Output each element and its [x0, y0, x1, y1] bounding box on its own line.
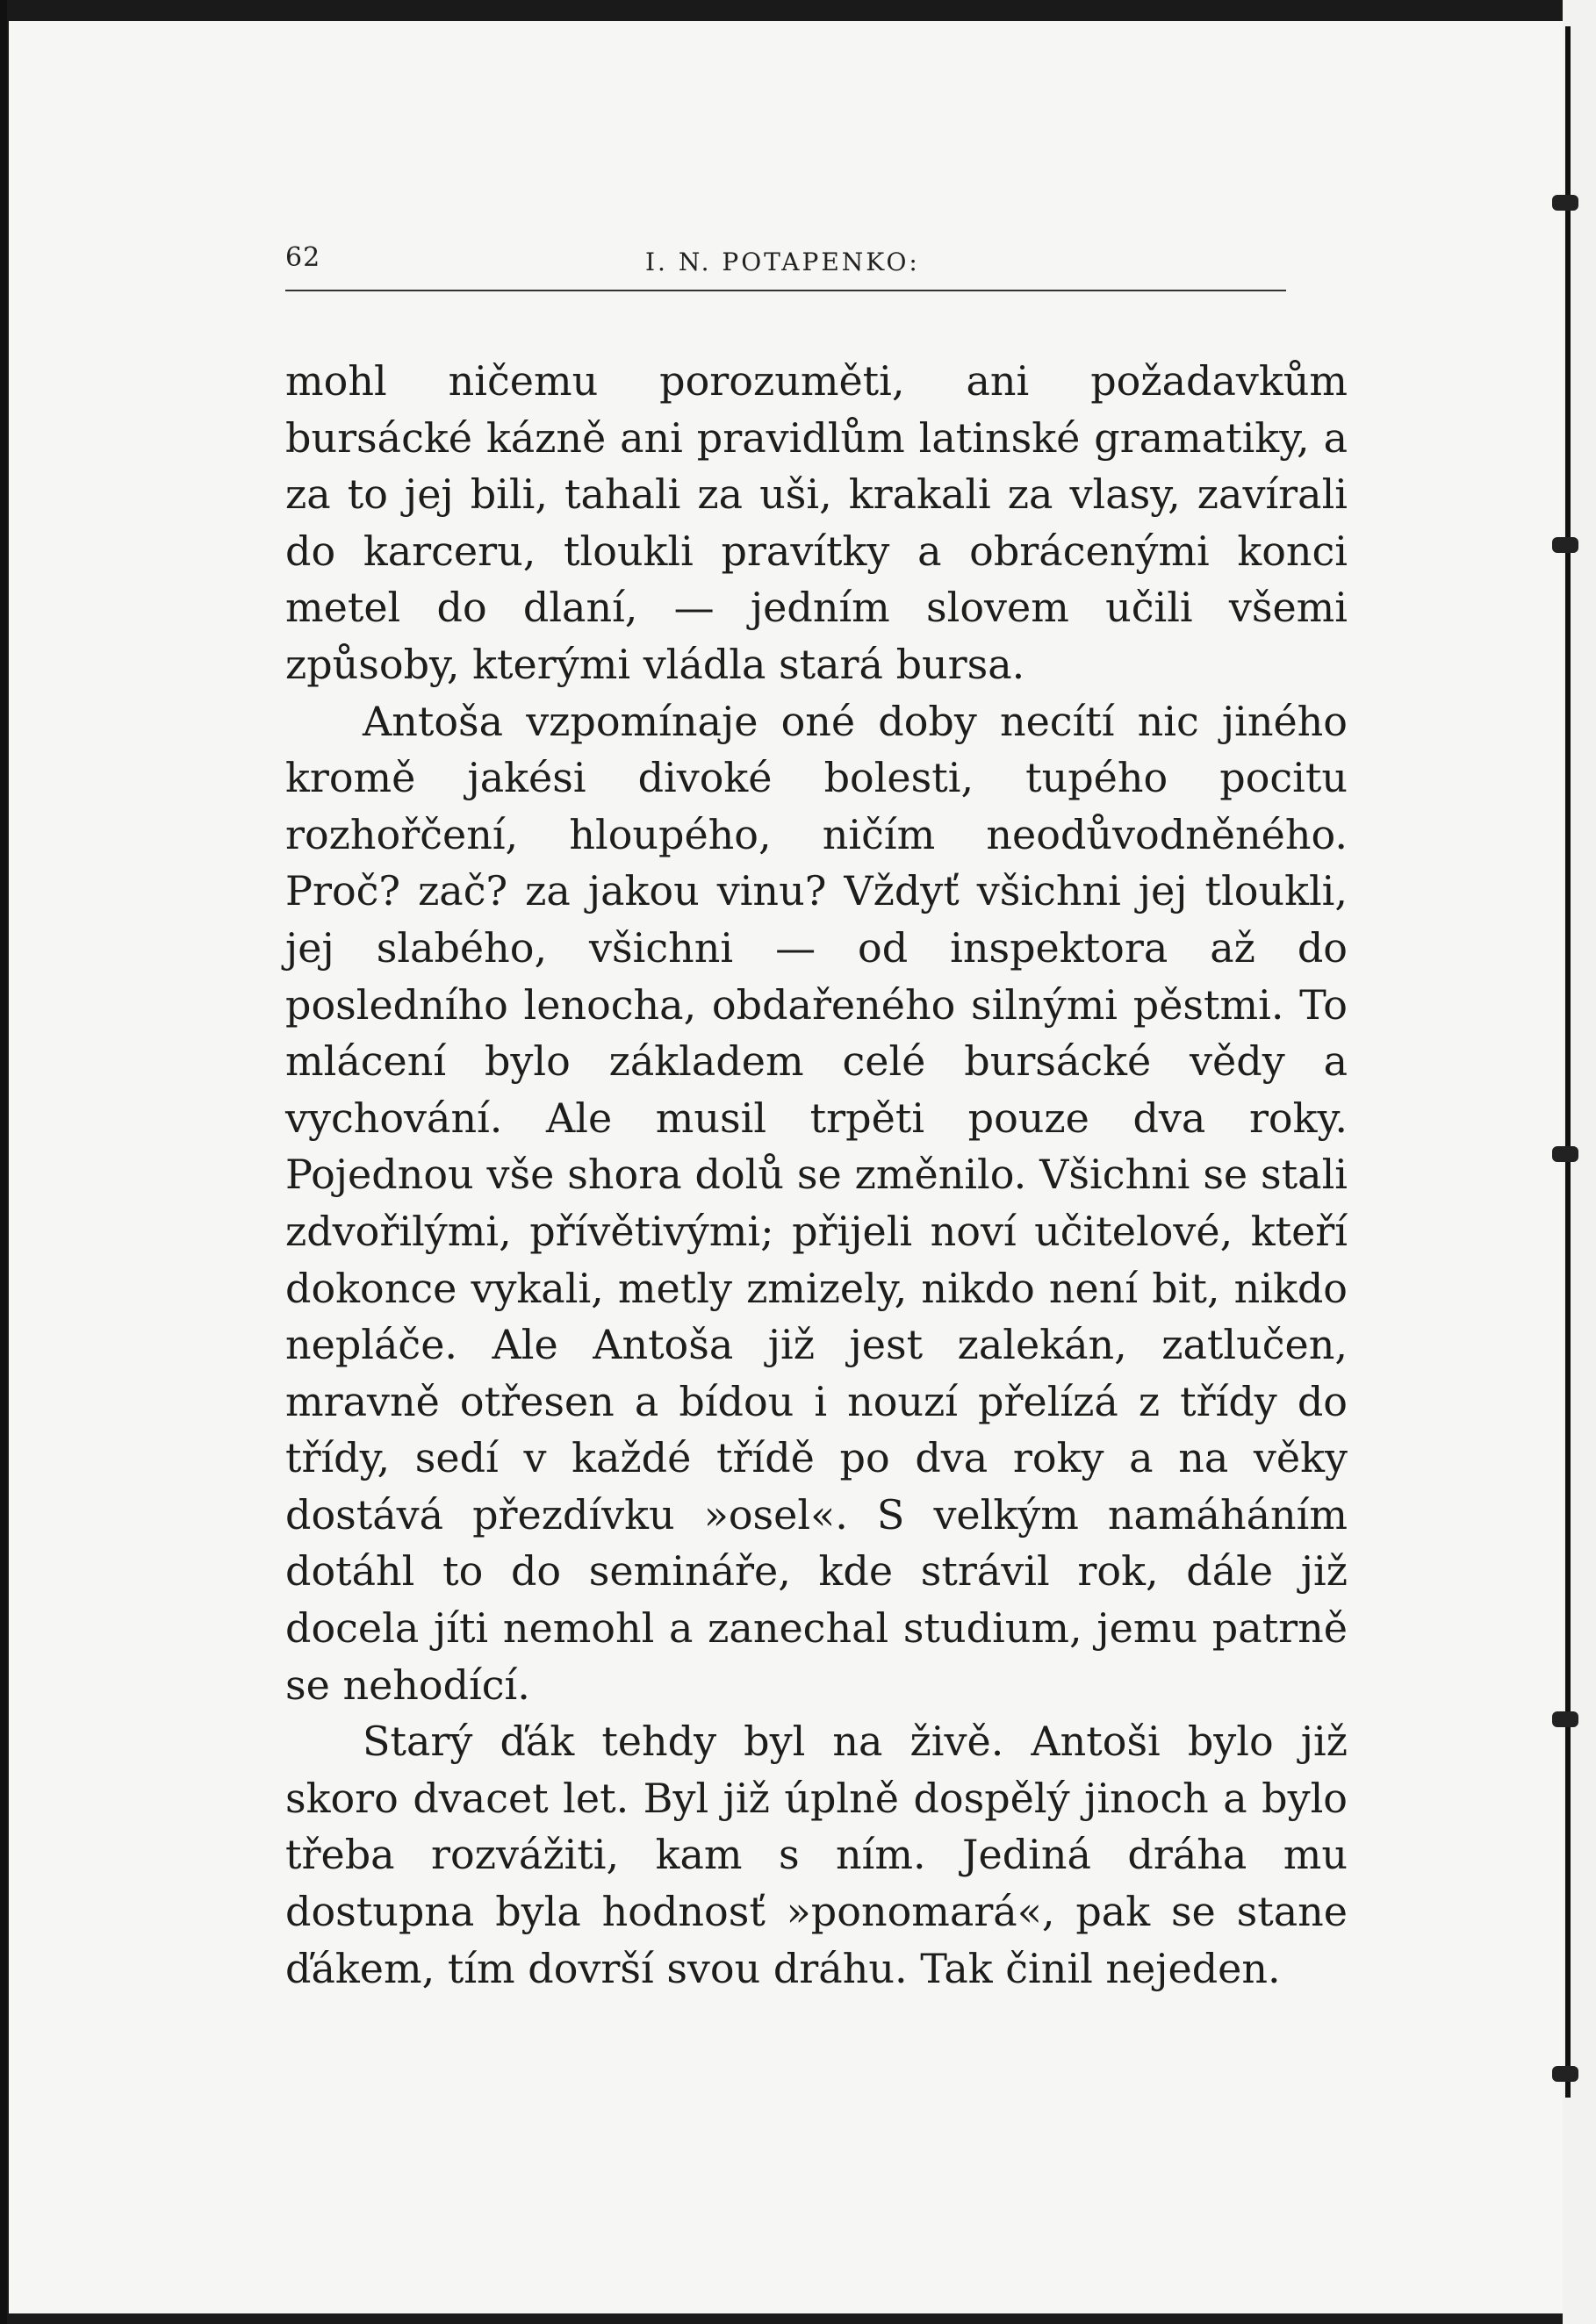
binding-mark: [1552, 195, 1578, 211]
paragraph: Antoša vzpomínaje oné doby necítí nic jiného kromě jakési divoké bolesti, tupého pocitu rozhořčení, hloupého, ničím neodůvodněného. Proč? zač? za jakou vinu? Vždyť všichni jej tloukli, jej slabého, všichni — od inspektora až do posledního lenocha, obdařeného silnými pěstmi. To mlácení bylo základem celé bursácké vědy a vychování. Ale musil trpěti pouze dva roky. Pojednou vše shora dolů se změnilo. Všichni se stali zdvořilými, přívětivými; přijeli noví učitelové, kteří dokonce vykali, metly zmizely, nikdo není bit, nikdo nepláče. Ale Antoša již jest zalekán, zatlučen, mravně otřesen a bídou i nouzí přelízá z třídy do třídy, sedí v každé třídě po dva roky a na věky dostává přezdívku »osel«. S velkým namáháním dotáhl to do semináře, kde strávil rok, dále již docela jíti nemohl a zanechal studium, jemu patrně se nehodící.: [285, 697, 1348, 1709]
paragraph: Starý ďák tehdy byl na živě. Antoši bylo již skoro dvacet let. Byl již úplně dospělý jinoch a bylo třeba rozvážiti, kam s ním. Jediná dráha mu dostupna byla hodnosť »ponomará«, pak se stane ďákem, tím dovrší svou dráhu. Tak činil nejeden.: [285, 1718, 1348, 1992]
body-text: [285, 353, 1348, 1997]
book-spine-shadow: [0, 0, 7, 2324]
running-title: I. N. POTAPENKO:: [645, 247, 920, 276]
binding-edge-line: [1565, 26, 1571, 2098]
page-number: 62: [285, 242, 321, 273]
paragraph: mohl ničemu porozuměti, ani požadavkům bursácké kázně ani pravidlům latinské gramatiky, a za to jej bili, tahali za uši, krakali za vlasy, zavírali do karceru, tloukli pravítky a obrácenými konci metel do dlaní, — jedním slovem učili všemi způsoby, kterými vládla stará bursa.: [285, 357, 1348, 688]
binding-mark: [1552, 2066, 1578, 2082]
binding-mark: [1552, 537, 1578, 553]
binding-mark: [1552, 1146, 1578, 1162]
binding-mark: [1552, 1711, 1578, 1727]
running-head: [285, 237, 1304, 290]
header-rule: [285, 290, 1286, 291]
